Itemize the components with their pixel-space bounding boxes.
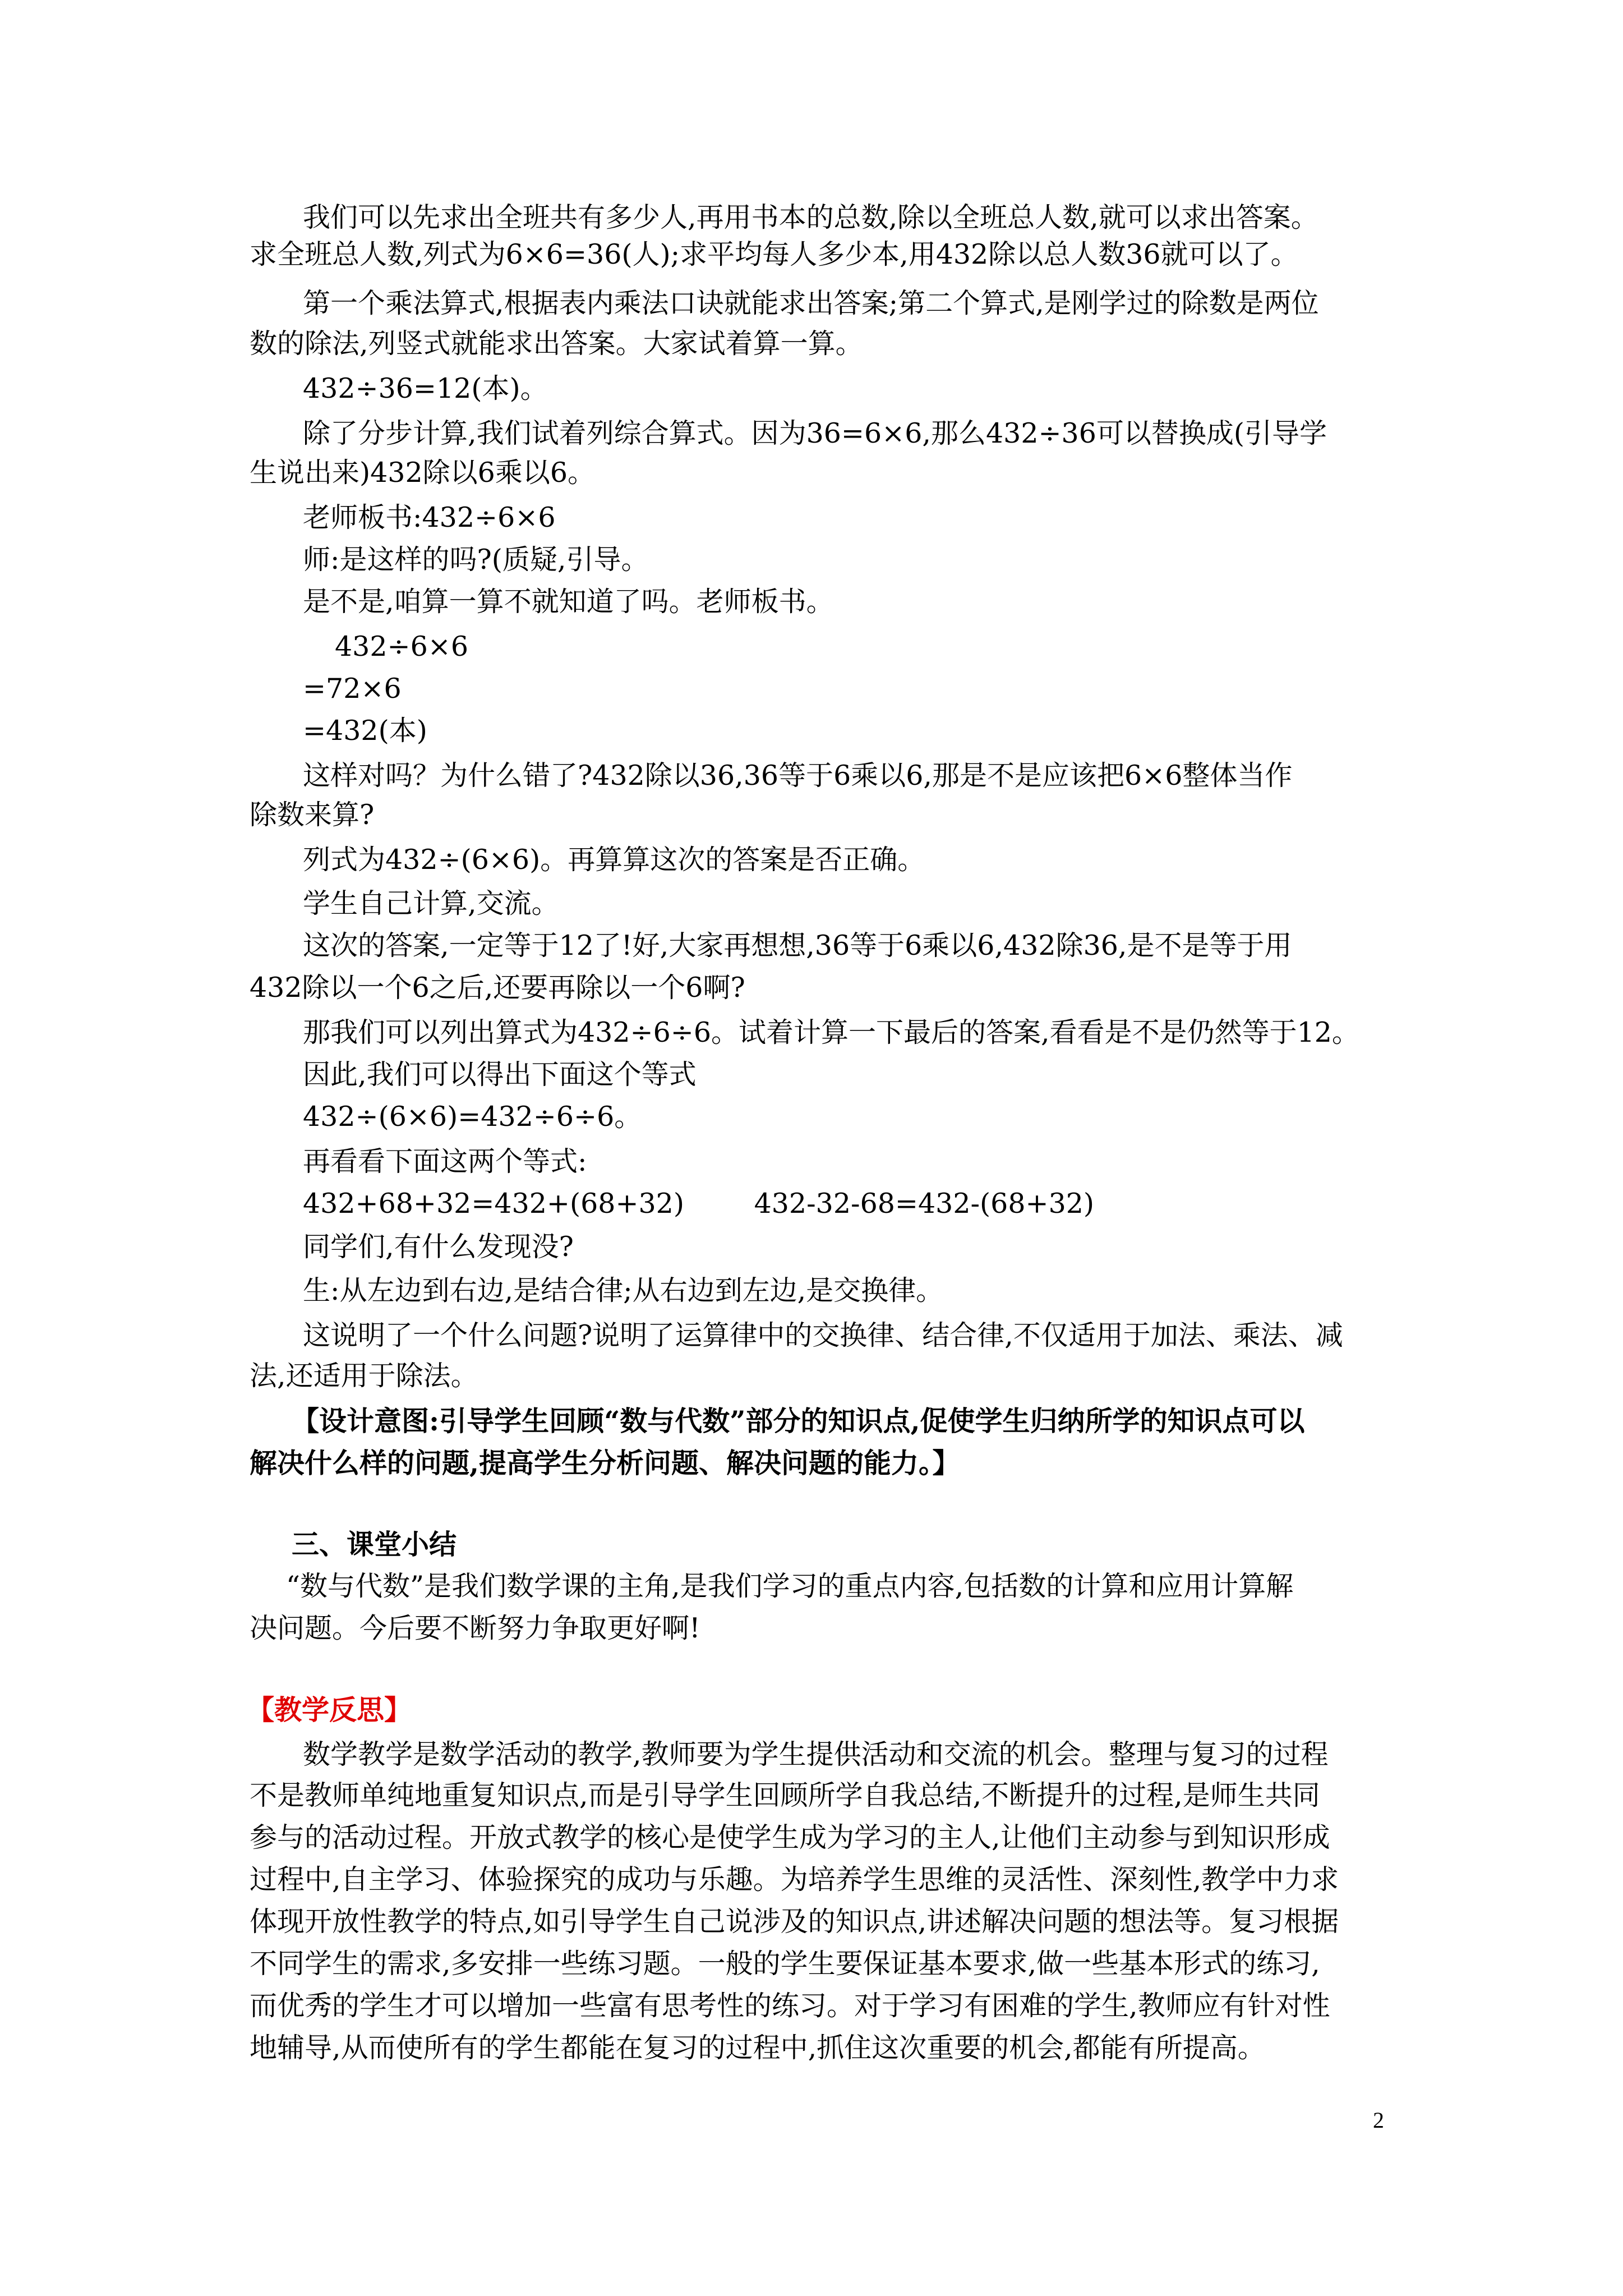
- design-intent-line: 解决什么样的问题,提高学生分析问题、解决问题的能力。】: [250, 1447, 960, 1479]
- paragraph-line: 老师板书:432÷6×6: [303, 501, 556, 533]
- paragraph-line: 那我们可以列出算式为432÷6÷6。试着计算一下最后的答案,看看是不是仍然等于12。: [303, 1016, 1359, 1048]
- paragraph-line: 法,还适用于除法。: [250, 1360, 478, 1392]
- reflection-line: 地辅导,从而使所有的学生都能在复习的过程中,抓住这次重要的机会,都能有所提高。: [250, 2032, 1265, 2064]
- page-number: 2: [1373, 2108, 1384, 2133]
- paragraph-line: 生说出来)432除以6乘以6。: [250, 457, 595, 489]
- summary-line: “数与代数”是我们数学课的主角,是我们学习的重点内容,包括数的计算和应用计算解: [286, 1570, 1294, 1602]
- paragraph-line: 求全班总人数,列式为6×6=36(人);求平均每人多少本,用432除以总人数36就可以了。: [250, 238, 1298, 270]
- paragraph-line: 432÷36=12(本)。: [303, 372, 548, 404]
- summary-line: 决问题。今后要不断努力争取更好啊!: [250, 1612, 700, 1644]
- paragraph-line: 第一个乘法算式,根据表内乘法口诀就能求出答案;第二个算式,是刚学过的除数是两位: [303, 287, 1319, 319]
- paragraph-line: 学生自己计算,交流。: [303, 887, 559, 919]
- reflection-heading: 【教学反思】: [247, 1694, 412, 1726]
- paragraph-line: 这次的答案,一定等于12了!好,大家再想想,36等于6乘以6,432除36,是不是等于用: [303, 930, 1292, 961]
- calculation-line: 432÷6×6: [335, 631, 468, 662]
- paragraph-line: 数的除法,列竖式就能求出答案。大家试着算一算。: [250, 328, 863, 360]
- calculation-line: =72×6: [303, 673, 402, 705]
- section-heading: 三、课堂小结: [292, 1528, 457, 1561]
- paragraph-line: 是不是,咱算一算不就知道了吗。老师板书。: [303, 586, 834, 618]
- paragraph-line: 因此,我们可以得出下面这个等式: [303, 1059, 697, 1091]
- paragraph-line: 生:从左边到右边,是结合律;从右边到左边,是交换律。: [303, 1274, 944, 1306]
- reflection-line: 不同学生的需求,多安排一些练习题。一般的学生要保证基本要求,做一些基本形式的练习,: [250, 1948, 1320, 1980]
- reflection-line: 参与的活动过程。开放式教学的核心是使学生成为学习的主人,让他们主动参与到知识形成: [250, 1821, 1330, 1853]
- reflection-line: 过程中,自主学习、体验探究的成功与乐趣。为培养学生思维的灵活性、深刻性,教学中力求: [250, 1864, 1339, 1895]
- equation-line: 432+68+32=432+(68+32) 432-32-68=432-(68+32): [303, 1188, 1095, 1220]
- paragraph-line: 再看看下面这两个等式:: [303, 1145, 587, 1177]
- paragraph-line: 这样对吗？为什么错了?432除以36,36等于6乘以6,那是不是应该把6×6整体当作: [303, 760, 1293, 792]
- calculation-line: =432(本): [303, 715, 427, 747]
- equation-line: 432÷(6×6)=432÷6÷6。: [303, 1101, 642, 1133]
- paragraph-line: 同学们,有什么发现没?: [303, 1231, 574, 1263]
- paragraph-line: 我们可以先求出全班共有多少人,再用书本的总数,除以全班总人数,就可以求出答案。: [303, 201, 1318, 233]
- paragraph-line: 师:是这样的吗?(质疑,引导。: [303, 544, 649, 576]
- paragraph-line: 列式为432÷(6×6)。再算算这次的答案是否正确。: [303, 844, 925, 876]
- reflection-line: 体现开放性教学的特点,如引导学生自己说涉及的知识点,讲述解决问题的想法等。复习根据: [250, 1906, 1339, 1938]
- design-intent-line: 【设计意图:引导学生回顾“数与代数”部分的知识点,促使学生归纳所学的知识点可以: [292, 1405, 1305, 1437]
- paragraph-line: 这说明了一个什么问题?说明了运算律中的交换律、结合律,不仅适用于加法、乘法、减: [303, 1319, 1343, 1351]
- paragraph-line: 除数来算?: [250, 799, 375, 831]
- reflection-line: 数学教学是数学活动的教学,教师要为学生提供活动和交流的机会。整理与复习的过程: [303, 1738, 1329, 1770]
- reflection-line: 不是教师单纯地重复知识点,而是引导学生回顾所学自我总结,不断提升的过程,是师生共同: [250, 1779, 1320, 1811]
- paragraph-line: 432除以一个6之后,还要再除以一个6啊?: [250, 972, 745, 1004]
- reflection-line: 而优秀的学生才可以增加一些富有思考性的练习。对于学习有困难的学生,教师应有针对性: [250, 1990, 1330, 2022]
- paragraph-line: 除了分步计算,我们试着列综合算式。因为36=6×6,那么432÷36可以替换成(引导学: [303, 417, 1327, 449]
